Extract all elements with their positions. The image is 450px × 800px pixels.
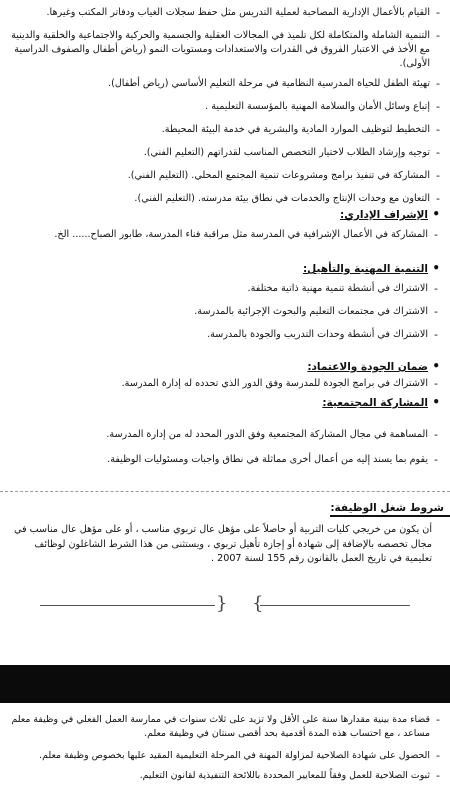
quality-list bbox=[6, 377, 446, 391]
ornament-divider bbox=[40, 595, 410, 615]
list-item: - إتباع وسائل الأمان والسلامة المهنية بالمؤسسة التعليمية . bbox=[8, 100, 448, 114]
section-heading-text: المشاركة المجتمعية: bbox=[322, 397, 428, 409]
page-gap bbox=[0, 665, 450, 703]
qualification-list bbox=[8, 713, 448, 783]
list-item: - المشاركة في الأعمال الإشرافية في المدرسة مثل مراقبة فناء المدرسة، طابور الصباح...... الخ. bbox=[6, 228, 446, 242]
section-heading bbox=[6, 396, 446, 410]
supervision-section bbox=[6, 208, 446, 242]
requirements-section bbox=[4, 496, 450, 567]
list-item: - المشاركة في تنفيذ برامج ومشروعات تنمية المجتمع المحلي. (التعليم الفني). bbox=[8, 169, 448, 183]
list-item: - المساهمة في مجال المشاركة المجتمعية وفق الدور المحدد له من إدارة المدرسة. bbox=[6, 428, 446, 442]
list-item: - الحصول على شهادة الصلاحية لمزاولة المهنة في المرحلة التعليمية المقيد عليها بخصوص وظيفة معلم. bbox=[8, 749, 448, 763]
list-item: - الاشتراك في برامج الجودة للمدرسة وفق الدور الذي تحدده له إدارة المدرسة. bbox=[6, 377, 446, 391]
list-item: - التخطيط لتوظيف الموارد المادية والبشرية في خدمة البيئة المحيطة. bbox=[8, 123, 448, 137]
brace-open-icon: { bbox=[216, 593, 228, 614]
section-heading-text: ضمان الجودة والاعتماد: bbox=[307, 361, 428, 373]
community-list bbox=[6, 428, 446, 467]
document-sheet-bottom bbox=[0, 703, 450, 800]
list-item: - تهيئة الطفل للحياة المدرسية النظامية في مرحلة التعليم الأساسي (رياض أطفال). bbox=[8, 77, 448, 91]
development-list bbox=[6, 282, 446, 342]
list-item: - قضاء مدة بينية مقدارها سنة على الأقل ولا تزيد على ثلاث سنوات في ممارسة العمل الفعلي في وظيفة معلم مساعد ، مع احتساب هذه المدة أقدمية بحد أقصى سنتان في وظيفة معلم. bbox=[8, 713, 448, 741]
duties-list bbox=[8, 6, 448, 206]
requirements-paragraph: أن يكون من خريجي كليات التربية أو حاصلاً على مؤهل عال تربوي مناسب ، أو على مؤهل عال مناسب في مجال تخصصه بالإضافة إلى شهادة أو إجازة تأهيل تربوي ، ويستثنى من هذا الشرط الشاغلون لوظائف تعليمية في تاريخ العمل بالقانون رقم 155 لسنة 2007 . bbox=[13, 524, 432, 564]
section-heading bbox=[6, 208, 446, 222]
divider-line-right bbox=[260, 605, 410, 606]
list-item: - ثبوت الصلاحية للعمل وفقاً للمعايير المحددة باللائحة التنفيذية لقانون التعليم. bbox=[8, 769, 448, 783]
list-item: - توجيه وإرشاد الطلاب لاختيار التخصص المناسب لقدراتهم (التعليم الفني). bbox=[8, 146, 448, 160]
list-item: - الاشتراك في أنشطة تنمية مهنية ذاتية مختلفة. bbox=[6, 282, 446, 296]
list-item: - القيام بالأعمال الإدارية المصاحبة لعملية التدريس مثل حفظ سجلات الغياب ودفاتر المكتب وغيرها. bbox=[8, 6, 448, 20]
list-item: - التنمية الشاملة والمتكاملة لكل تلميذ في المجالات العقلية والجسمية والحركية والاجتماعية والخلقية والدينية مع الأخذ في الاعتبار الفروق في القدرات والاستعدادات ومستويات النمو (رياض أطفال والصفوف الدراسية الأولى). bbox=[8, 29, 448, 71]
divider-line-left bbox=[40, 605, 215, 606]
section-heading-text: الإشراف الإداري: bbox=[340, 209, 428, 221]
supervision-list bbox=[6, 228, 446, 242]
section-heading bbox=[6, 262, 446, 276]
list-item: - الاشتراك في مجتمعات التعليم والبحوث الإجرائية بالمدرسة. bbox=[6, 305, 446, 319]
quality-section bbox=[6, 360, 446, 391]
list-item: - التعاون مع وحدات الإنتاج والخدمات في نطاق بيئة مدرسته. (التعليم الفني). bbox=[8, 192, 448, 206]
section-rule bbox=[0, 491, 450, 492]
section-heading-text: التنمية المهنية والتأهيل: bbox=[302, 263, 428, 275]
list-item: - الاشتراك في أنشطة وحدات التدريب والجودة بالمدرسة. bbox=[6, 328, 446, 342]
development-section bbox=[6, 262, 446, 342]
section-heading bbox=[6, 360, 446, 374]
brace-close-icon: } bbox=[252, 593, 264, 614]
requirements-title: شروط شغل الوظيفة: bbox=[330, 501, 450, 517]
community-section bbox=[6, 396, 446, 467]
list-item: - يقوم بما يسند إليه من أعمال أخرى مماثلة في نطاق واجبات ومسئوليات الوظيفة. bbox=[6, 453, 446, 467]
